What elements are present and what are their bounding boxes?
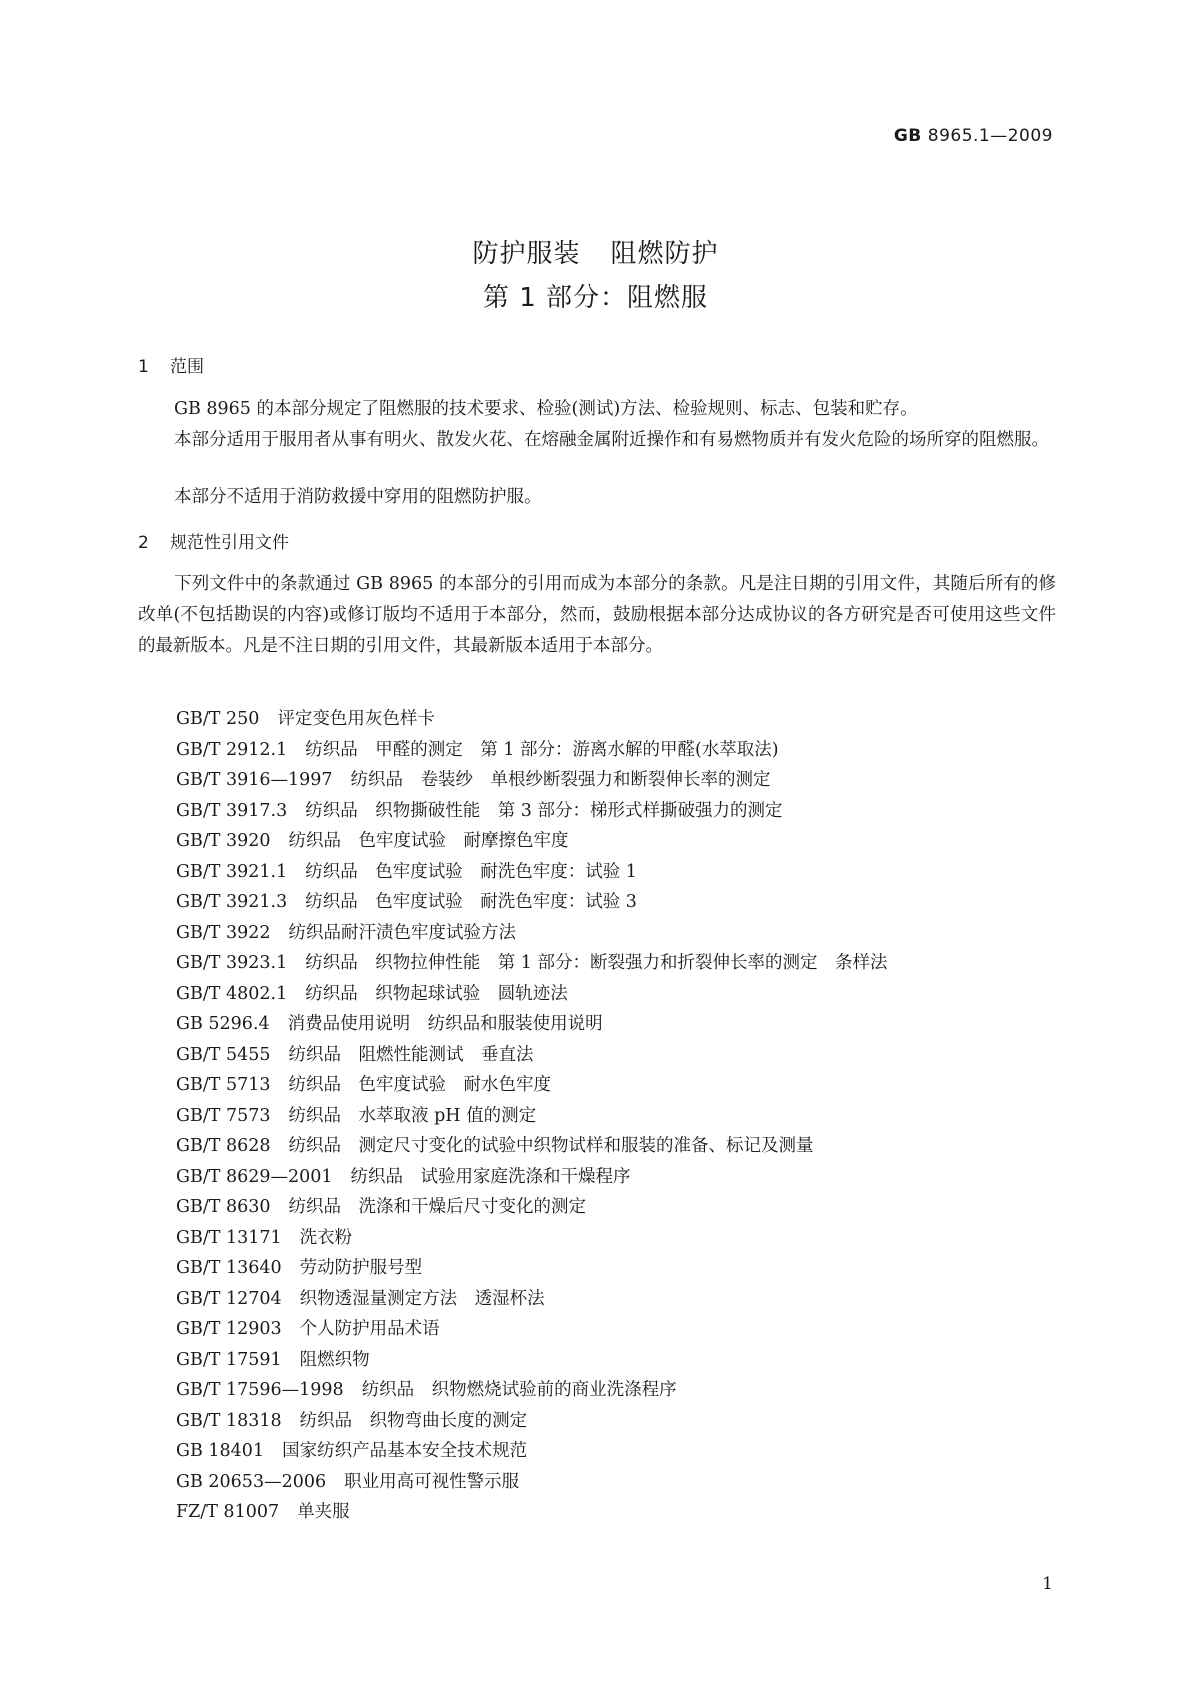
reference-code: GB/T 4802.1 [176, 983, 288, 1004]
reference-item [176, 887, 887, 918]
reference-title: 纺织品 织物撕破性能 第 3 部分：梯形式样撕破强力的测定 [305, 800, 783, 821]
reference-item [176, 1040, 887, 1071]
reference-title: 纺织品 织物弯曲长度的测定 [299, 1410, 528, 1431]
title-line-2: 第 1 部分：阻燃服 [482, 283, 709, 313]
standard-code: 8965.1—2009 [927, 126, 1053, 146]
reference-title: 阻燃织物 [299, 1349, 370, 1370]
reference-title: 纺织品 水萃取液 pH 值的测定 [288, 1105, 537, 1126]
reference-item [176, 1284, 887, 1315]
reference-title: 纺织品 卷装纱 单根纱断裂强力和断裂伸长率的测定 [350, 770, 771, 790]
reference-title: 纺织品 阻燃性能测试 垂直法 [288, 1044, 534, 1065]
reference-code: GB/T 3921.1 [176, 861, 288, 882]
reference-code: GB/T 12903 [176, 1319, 282, 1339]
reference-code: GB/T 12704 [176, 1288, 282, 1309]
reference-item [176, 1162, 887, 1193]
reference-item [176, 704, 887, 735]
reference-code: GB/T 5713 [176, 1075, 271, 1095]
reference-item [176, 1223, 887, 1254]
reference-item [176, 1497, 887, 1528]
standard-number [894, 126, 1053, 146]
reference-code: GB/T 8628 [176, 1136, 271, 1156]
reference-title: 纺织品 织物燃烧试验前的商业洗涤程序 [361, 1380, 677, 1400]
reference-code: GB 18401 [176, 1441, 265, 1461]
reference-title: 纺织品耐汗渍色牢度试验方法 [288, 922, 517, 943]
reference-title: 纺织品 甲醛的测定 第 1 部分：游离水解的甲醛(水萃取法) [305, 739, 779, 760]
reference-code: GB/T 13171 [176, 1227, 282, 1248]
reference-item [176, 1314, 887, 1345]
reference-title: 消费品使用说明 纺织品和服装使用说明 [287, 1014, 603, 1034]
reference-code: GB/T 3922 [176, 922, 271, 943]
reference-item [176, 1345, 887, 1376]
reference-item [176, 948, 887, 979]
reference-item [176, 1436, 887, 1467]
reference-item [176, 1101, 887, 1132]
reference-title: 纺织品 色牢度试验 耐摩擦色牢度 [288, 831, 569, 851]
reference-title: 纺织品 织物起球试验 圆轨迹法 [305, 983, 568, 1004]
reference-title: 个人防护用品术语 [299, 1319, 440, 1339]
reference-title: 纺织品 色牢度试验 耐洗色牢度：试验 1 [305, 861, 637, 882]
section-1-paragraph-3: 本部分不适用于消防救援中穿用的阻燃防护服。 [174, 487, 542, 507]
reference-code: GB/T 13640 [176, 1258, 282, 1278]
reference-code: GB/T 3921.3 [176, 892, 288, 912]
section-2-intro: 下列文件中的条款通过 GB 8965 的本部分的引用而成为本部分的条款。凡是注日期的引用文件，其随后所有的修改单(不包括勘误的内容)或修订版均不适用于本部分，然而，鼓励根据本部分达成协议的各方研究是否可使用这些文件的最新版本。凡是不注日期的引用文件，其最新版本适用于本部分。 [138, 574, 1056, 656]
reference-item [176, 1406, 887, 1437]
reference-item [176, 1467, 887, 1498]
section-1-heading [138, 352, 204, 377]
standard-prefix: GB [893, 126, 922, 146]
document-title [0, 232, 1191, 320]
reference-title: 纺织品 洗涤和干燥后尺寸变化的测定 [288, 1197, 587, 1217]
reference-item [176, 1192, 887, 1223]
reference-code: GB/T 3923.1 [176, 953, 288, 973]
reference-code: GB 20653—2006 [176, 1471, 327, 1492]
section-1-number: 1 [138, 357, 149, 377]
reference-code: GB/T 8630 [176, 1197, 271, 1217]
reference-item [176, 1375, 887, 1406]
reference-title: 国家纺织产品基本安全技术规范 [282, 1441, 528, 1461]
section-2-heading [138, 528, 289, 553]
reference-item [176, 1253, 887, 1284]
reference-title: 洗衣粉 [299, 1227, 353, 1248]
reference-code: GB/T 7573 [176, 1105, 271, 1126]
reference-code: GB/T 17596—1998 [176, 1380, 344, 1400]
reference-title: 纺织品 试验用家庭洗涤和干燥程序 [350, 1166, 631, 1187]
page-number: 1 [1042, 1574, 1053, 1594]
reference-code: GB/T 18318 [176, 1410, 282, 1431]
reference-list [176, 704, 887, 1528]
reference-code: GB 5296.4 [176, 1014, 270, 1034]
title-part-2: 阻燃防护 [610, 239, 719, 269]
reference-code: GB/T 8629—2001 [176, 1166, 333, 1187]
section-1-paragraph-2: 本部分适用于服用者从事有明火、散发火花、在熔融金属附近操作和有易燃物质并有发火危险的场所穿的阻燃服。 [174, 430, 1049, 450]
reference-code: GB/T 3916—1997 [176, 770, 333, 790]
reference-item [176, 979, 887, 1010]
reference-item [176, 918, 887, 949]
reference-title: 纺织品 织物拉伸性能 第 1 部分：断裂强力和折裂伸长率的测定 条样法 [305, 953, 888, 973]
reference-code: GB/T 250 [176, 709, 260, 729]
section-1-title: 范围 [170, 357, 204, 377]
reference-title: 职业用高可视性警示服 [344, 1471, 520, 1492]
reference-title: 纺织品 色牢度试验 耐洗色牢度：试验 3 [305, 892, 637, 912]
section-2-title: 规范性引用文件 [170, 533, 289, 553]
title-part-1: 防护服装 [472, 239, 581, 269]
reference-code: GB/T 3920 [176, 831, 271, 851]
reference-code: GB/T 3917.3 [176, 800, 288, 821]
reference-item [176, 796, 887, 827]
reference-item [176, 1131, 887, 1162]
title-line-1 [0, 232, 1191, 276]
reference-title: 单夹服 [297, 1502, 350, 1522]
reference-item [176, 857, 887, 888]
section-1-paragraph-1: GB 8965 的本部分规定了阻燃服的技术要求、检验(测试)方法、检验规则、标志、包装和贮存。 [174, 399, 918, 419]
reference-code: GB/T 5455 [176, 1044, 271, 1065]
reference-item [176, 826, 887, 857]
reference-title: 评定变色用灰色样卡 [277, 709, 435, 729]
reference-item [176, 1070, 887, 1101]
reference-item [176, 1009, 887, 1040]
reference-code: GB/T 17591 [176, 1349, 282, 1370]
reference-title: 劳动防护服号型 [299, 1258, 423, 1278]
reference-item [176, 735, 887, 766]
reference-item [176, 765, 887, 796]
reference-code: FZ/T 81007 [176, 1502, 280, 1522]
reference-title: 纺织品 色牢度试验 耐水色牢度 [288, 1075, 552, 1095]
section-2-number: 2 [138, 533, 149, 553]
reference-code: GB/T 2912.1 [176, 739, 288, 760]
reference-title: 织物透湿量测定方法 透湿杯法 [299, 1288, 545, 1309]
reference-title: 纺织品 测定尺寸变化的试验中织物试样和服装的准备、标记及测量 [288, 1136, 814, 1156]
